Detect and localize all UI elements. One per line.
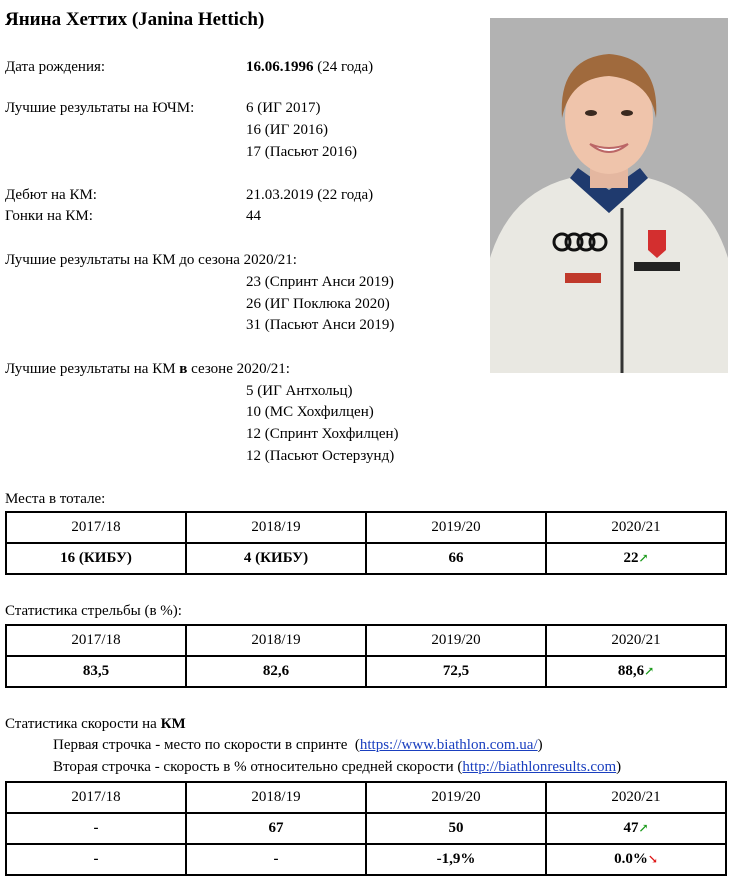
best-before-item: 26 (ИГ Поклюка 2020) [246, 296, 390, 312]
best-season-item: 12 (Спринт Хохфилцен) [246, 426, 399, 442]
season-cell: 2017/18 [6, 625, 186, 656]
best-season-label-post: сезоне 2020/21: [191, 361, 290, 377]
value-text: 0.0% [614, 851, 648, 867]
biathlon-com-ua-link[interactable]: https://www.biathlon.com.ua/ [359, 737, 538, 753]
debut-value: 21.03.2019 (22 года) [246, 187, 374, 203]
value-cell: -1,9% [366, 844, 546, 875]
speed-label [5, 715, 186, 733]
best-season-label-bold: в [179, 361, 188, 377]
season-cell: 2019/20 [366, 625, 546, 656]
table-row [6, 543, 726, 574]
page-title: Янина Хеттих (Janina Hettich) [5, 9, 265, 30]
season-cell: 2020/21 [546, 782, 726, 813]
birth-value [246, 58, 373, 76]
speed-label-bold: КМ [160, 716, 186, 732]
season-cell: 2018/19 [186, 625, 366, 656]
speed-note-2-text: Вторая строчка - скорость в % относительно средней скорости [53, 759, 454, 775]
value-text: 22 [623, 550, 639, 566]
value-text: 47 [623, 820, 639, 836]
table-row [6, 512, 726, 543]
best-season-label-pre: Лучшие результаты на КМ [5, 361, 176, 377]
value-cell: 4 (КИБУ) [186, 543, 366, 574]
trend-up-icon: ↗ [638, 551, 649, 565]
best-season-item: 5 (ИГ Антхольц) [246, 383, 353, 399]
speed-label-pre: Статистика скорости на [5, 716, 157, 732]
debut-label: Дебют на КМ: [5, 187, 97, 203]
value-cell: 83,5 [6, 656, 186, 687]
value-cell: 16 (КИБУ) [6, 543, 186, 574]
value-cell [546, 844, 726, 875]
speed-note-1-text: Первая строчка - место по скорости в спринте [53, 737, 348, 753]
season-cell: 2020/21 [546, 512, 726, 543]
season-cell: 2019/20 [366, 512, 546, 543]
season-cell: 2018/19 [186, 782, 366, 813]
jwc-label: Лучшие результаты на ЮЧМ: [5, 100, 195, 116]
season-cell: 2020/21 [546, 625, 726, 656]
speed-note-1: Первая строчка - место по скорости в спринте (https://www.biathlon.com.ua/) [53, 737, 543, 753]
value-cell [546, 656, 726, 687]
value-cell: 66 [366, 543, 546, 574]
biathlonresults-link[interactable]: http://biathlonresults.com [462, 759, 617, 775]
jwc-item: 16 (ИГ 2016) [246, 122, 328, 138]
season-cell: 2017/18 [6, 512, 186, 543]
races-value: 44 [246, 208, 261, 224]
jwc-item: 6 (ИГ 2017) [246, 100, 321, 116]
trend-down-icon: ↘ [647, 852, 658, 866]
speed-note-2: Вторая строчка - скорость в % относительно средней скорости (http://biathlonresults.com) [53, 759, 622, 775]
places-table [5, 511, 727, 575]
value-cell: - [6, 844, 186, 875]
trend-up-icon: ↗ [638, 821, 649, 835]
table-row [6, 813, 726, 844]
birth-date: 16.06.1996 [246, 59, 314, 75]
value-cell: 82,6 [186, 656, 366, 687]
value-cell: 72,5 [366, 656, 546, 687]
athlete-photo [490, 18, 728, 373]
best-season-item: 10 (МС Хохфилцен) [246, 404, 374, 420]
value-cell [546, 813, 726, 844]
athlete-portrait-icon [490, 18, 728, 373]
value-cell: 50 [366, 813, 546, 844]
table-row [6, 844, 726, 875]
best-season-label [5, 360, 290, 378]
value-cell: 67 [186, 813, 366, 844]
shooting-label: Статистика стрельбы (в %): [5, 603, 182, 619]
season-cell: 2019/20 [366, 782, 546, 813]
birth-label: Дата рождения: [5, 59, 106, 75]
season-cell: 2017/18 [6, 782, 186, 813]
jwc-item: 17 (Пасьют 2016) [246, 144, 358, 160]
value-cell: - [6, 813, 186, 844]
table-row [6, 656, 726, 687]
best-before-item: 23 (Спринт Анси 2019) [246, 274, 394, 290]
best-before-item: 31 (Пасьют Анси 2019) [246, 317, 395, 333]
value-cell [546, 543, 726, 574]
best-before-label: Лучшие результаты на КМ до сезона 2020/21: [5, 252, 297, 268]
races-label: Гонки на КМ: [5, 208, 93, 224]
table-row [6, 782, 726, 813]
shooting-table [5, 624, 727, 688]
season-cell: 2018/19 [186, 512, 366, 543]
table-row [6, 625, 726, 656]
value-cell: - [186, 844, 366, 875]
trend-up-icon: ↗ [644, 664, 655, 678]
speed-table [5, 781, 727, 876]
birth-age: (24 года) [317, 59, 374, 75]
value-text: 88,6 [617, 663, 645, 679]
places-label: Места в тотале: [5, 491, 106, 507]
best-season-item: 12 (Пасьют Остерзунд) [246, 448, 395, 464]
